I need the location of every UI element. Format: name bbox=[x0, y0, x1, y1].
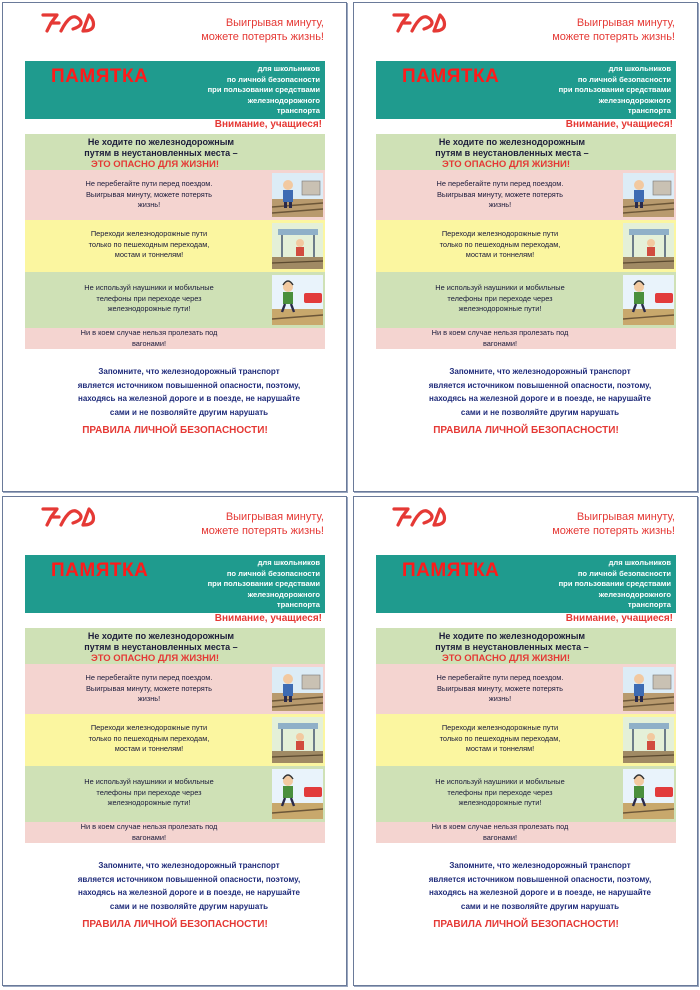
title-band bbox=[25, 555, 325, 613]
rzd-logo-icon bbox=[392, 11, 448, 33]
sheet-bottom-right bbox=[353, 496, 698, 986]
attention-text: Внимание, учащиеся! bbox=[214, 119, 322, 130]
rule-row-3 bbox=[25, 272, 325, 328]
boy-with-headphones-picture bbox=[272, 275, 323, 325]
boy-with-headphones-picture bbox=[623, 275, 674, 325]
headline-row bbox=[376, 134, 676, 170]
rule-text-2: Переходи железнодорожные пути только по пешеходным переходам, мостам и тоннелям! bbox=[439, 229, 561, 259]
headline-warning: ЭТО ОПАСНО ДЛЯ ЖИЗНИ! bbox=[441, 653, 571, 664]
boy-with-headphones-picture bbox=[623, 769, 674, 819]
rule-text-4: Ни в коем случае нельзя пролезать под вагонами! bbox=[431, 328, 569, 348]
attention-text: Внимание, учащиеся! bbox=[565, 613, 673, 624]
rule-text-2: Переходи железнодорожные пути только по пешеходным переходам, мостам и тоннелям! bbox=[88, 723, 210, 753]
rule-row-3 bbox=[25, 766, 325, 822]
headline-text: Не ходите по железнодорожным путям в неустановленных места – bbox=[435, 137, 589, 158]
attention-text: Внимание, учащиеся! bbox=[565, 119, 673, 130]
rule-text-3: Не используй наушники и мобильные телефоны при переходе через железнодорожные пути! bbox=[84, 283, 214, 313]
rzd-logo-icon bbox=[392, 505, 448, 527]
headline-warning: ЭТО ОПАСНО ДЛЯ ЖИЗНИ! bbox=[441, 159, 571, 170]
slogan-text: Выигрывая минуту, можете потерять жизнь! bbox=[201, 511, 324, 537]
headline-text: Не ходите по железнодорожным путям в неустановленных места – bbox=[84, 631, 238, 652]
attention-text: Внимание, учащиеся! bbox=[214, 613, 322, 624]
memo-title: ПАМЯТКА bbox=[51, 560, 149, 581]
rule-text-2: Переходи железнодорожные пути только по пешеходным переходам, мостам и тоннелям! bbox=[439, 723, 561, 753]
headline-row bbox=[376, 628, 676, 664]
memo-title: ПАМЯТКА bbox=[402, 560, 500, 581]
rule-row-2 bbox=[25, 220, 325, 272]
rule-row-3 bbox=[376, 766, 676, 822]
sheet-bottom-left bbox=[2, 496, 347, 986]
boy-at-crossing-picture bbox=[623, 173, 674, 217]
boy-at-bridge-picture bbox=[623, 223, 674, 269]
title-band bbox=[25, 61, 325, 119]
rzd-logo-icon bbox=[41, 505, 97, 527]
rule-row-1 bbox=[376, 170, 676, 220]
closing-text: Запомните, что железнодорожный транспорт является источником повышенной опасности, поэтому, находясь на железной дороге и в поезде, не нарушайте сами и не позволяйте другим нарушать bbox=[428, 861, 652, 911]
rule-text-3: Не используй наушники и мобильные телефоны при переходе через железнодорожные пути! bbox=[84, 777, 214, 807]
headline-warning: ЭТО ОПАСНО ДЛЯ ЖИЗНИ! bbox=[90, 653, 220, 664]
rule-row-4 bbox=[376, 328, 676, 349]
slogan-text: Выигрывая минуту, можете потерять жизнь! bbox=[552, 511, 675, 537]
headline-warning: ЭТО ОПАСНО ДЛЯ ЖИЗНИ! bbox=[90, 159, 220, 170]
closing-text: Запомните, что железнодорожный транспорт является источником повышенной опасности, поэтому, находясь на железной дороге и в поезде, не нарушайте сами и не позволяйте другим нарушать bbox=[428, 367, 652, 417]
closing-emphasis: ПРАВИЛА ЛИЧНОЙ БЕЗОПАСНОСТИ! bbox=[82, 425, 268, 436]
rule-text-2: Переходи железнодорожные пути только по пешеходным переходам, мостам и тоннелям! bbox=[88, 229, 210, 259]
slogan-text: Выигрывая минуту, можете потерять жизнь! bbox=[552, 17, 675, 43]
closing-emphasis: ПРАВИЛА ЛИЧНОЙ БЕЗОПАСНОСТИ! bbox=[433, 425, 619, 436]
boy-at-bridge-picture bbox=[623, 717, 674, 763]
rule-row-1 bbox=[25, 170, 325, 220]
memo-title: ПАМЯТКА bbox=[402, 66, 500, 87]
title-band bbox=[376, 555, 676, 613]
headline-row bbox=[25, 134, 325, 170]
rule-text-1: Не перебегайте пути перед поездом. Выигрывая минуту, можете потерять жизнь! bbox=[436, 673, 564, 703]
rule-text-1: Не перебегайте пути перед поездом. Выигрывая минуту, можете потерять жизнь! bbox=[85, 673, 213, 703]
rzd-logo-icon bbox=[41, 11, 97, 33]
rule-text-1: Не перебегайте пути перед поездом. Выигрывая минуту, можете потерять жизнь! bbox=[436, 179, 564, 209]
headline-text: Не ходите по железнодорожным путям в неустановленных места – bbox=[84, 137, 238, 158]
headline-text: Не ходите по железнодорожным путям в неустановленных места – bbox=[435, 631, 589, 652]
rule-row-4 bbox=[25, 328, 325, 349]
rule-text-4: Ни в коем случае нельзя пролезать под вагонами! bbox=[80, 328, 218, 348]
rule-text-4: Ни в коем случае нельзя пролезать под вагонами! bbox=[431, 822, 569, 842]
rule-text-4: Ни в коем случае нельзя пролезать под вагонами! bbox=[80, 822, 218, 842]
rule-row-2 bbox=[376, 714, 676, 766]
rule-text-1: Не перебегайте пути перед поездом. Выигрывая минуту, можете потерять жизнь! bbox=[85, 179, 213, 209]
rule-row-4 bbox=[376, 822, 676, 843]
memo-subtitle: для школьников по личной безопасности при пользовании средствами железнодорожного транспорта bbox=[558, 558, 671, 609]
boy-at-crossing-picture bbox=[623, 667, 674, 711]
memo-subtitle: для школьников по личной безопасности при пользовании средствами железнодорожного транспорта bbox=[558, 64, 671, 115]
closing-text: Запомните, что железнодорожный транспорт является источником повышенной опасности, поэтому, находясь на железной дороге и в поезде, не нарушайте сами и не позволяйте другим нарушать bbox=[77, 367, 301, 417]
memo-subtitle: для школьников по личной безопасности при пользовании средствами железнодорожного транспорта bbox=[207, 64, 320, 115]
sheet-top-left bbox=[2, 2, 347, 492]
slogan-text: Выигрывая минуту, можете потерять жизнь! bbox=[201, 17, 324, 43]
boy-at-bridge-picture bbox=[272, 223, 323, 269]
rule-row-2 bbox=[25, 714, 325, 766]
rule-row-1 bbox=[376, 664, 676, 714]
rule-text-3: Не используй наушники и мобильные телефоны при переходе через железнодорожные пути! bbox=[435, 283, 565, 313]
boy-at-crossing-picture bbox=[272, 173, 323, 217]
rule-row-4 bbox=[25, 822, 325, 843]
closing-text: Запомните, что железнодорожный транспорт является источником повышенной опасности, поэтому, находясь на железной дороге и в поезде, не нарушайте сами и не позволяйте другим нарушать bbox=[77, 861, 301, 911]
closing-emphasis: ПРАВИЛА ЛИЧНОЙ БЕЗОПАСНОСТИ! bbox=[82, 919, 268, 930]
memo-subtitle: для школьников по личной безопасности при пользовании средствами железнодорожного транспорта bbox=[207, 558, 320, 609]
closing-emphasis: ПРАВИЛА ЛИЧНОЙ БЕЗОПАСНОСТИ! bbox=[433, 919, 619, 930]
rule-row-3 bbox=[376, 272, 676, 328]
rule-text-3: Не используй наушники и мобильные телефоны при переходе через железнодорожные пути! bbox=[435, 777, 565, 807]
boy-at-crossing-picture bbox=[272, 667, 323, 711]
headline-row bbox=[25, 628, 325, 664]
memo-title: ПАМЯТКА bbox=[51, 66, 149, 87]
sheet-top-right bbox=[353, 2, 698, 492]
title-band bbox=[376, 61, 676, 119]
boy-with-headphones-picture bbox=[272, 769, 323, 819]
rule-row-1 bbox=[25, 664, 325, 714]
rule-row-2 bbox=[376, 220, 676, 272]
boy-at-bridge-picture bbox=[272, 717, 323, 763]
